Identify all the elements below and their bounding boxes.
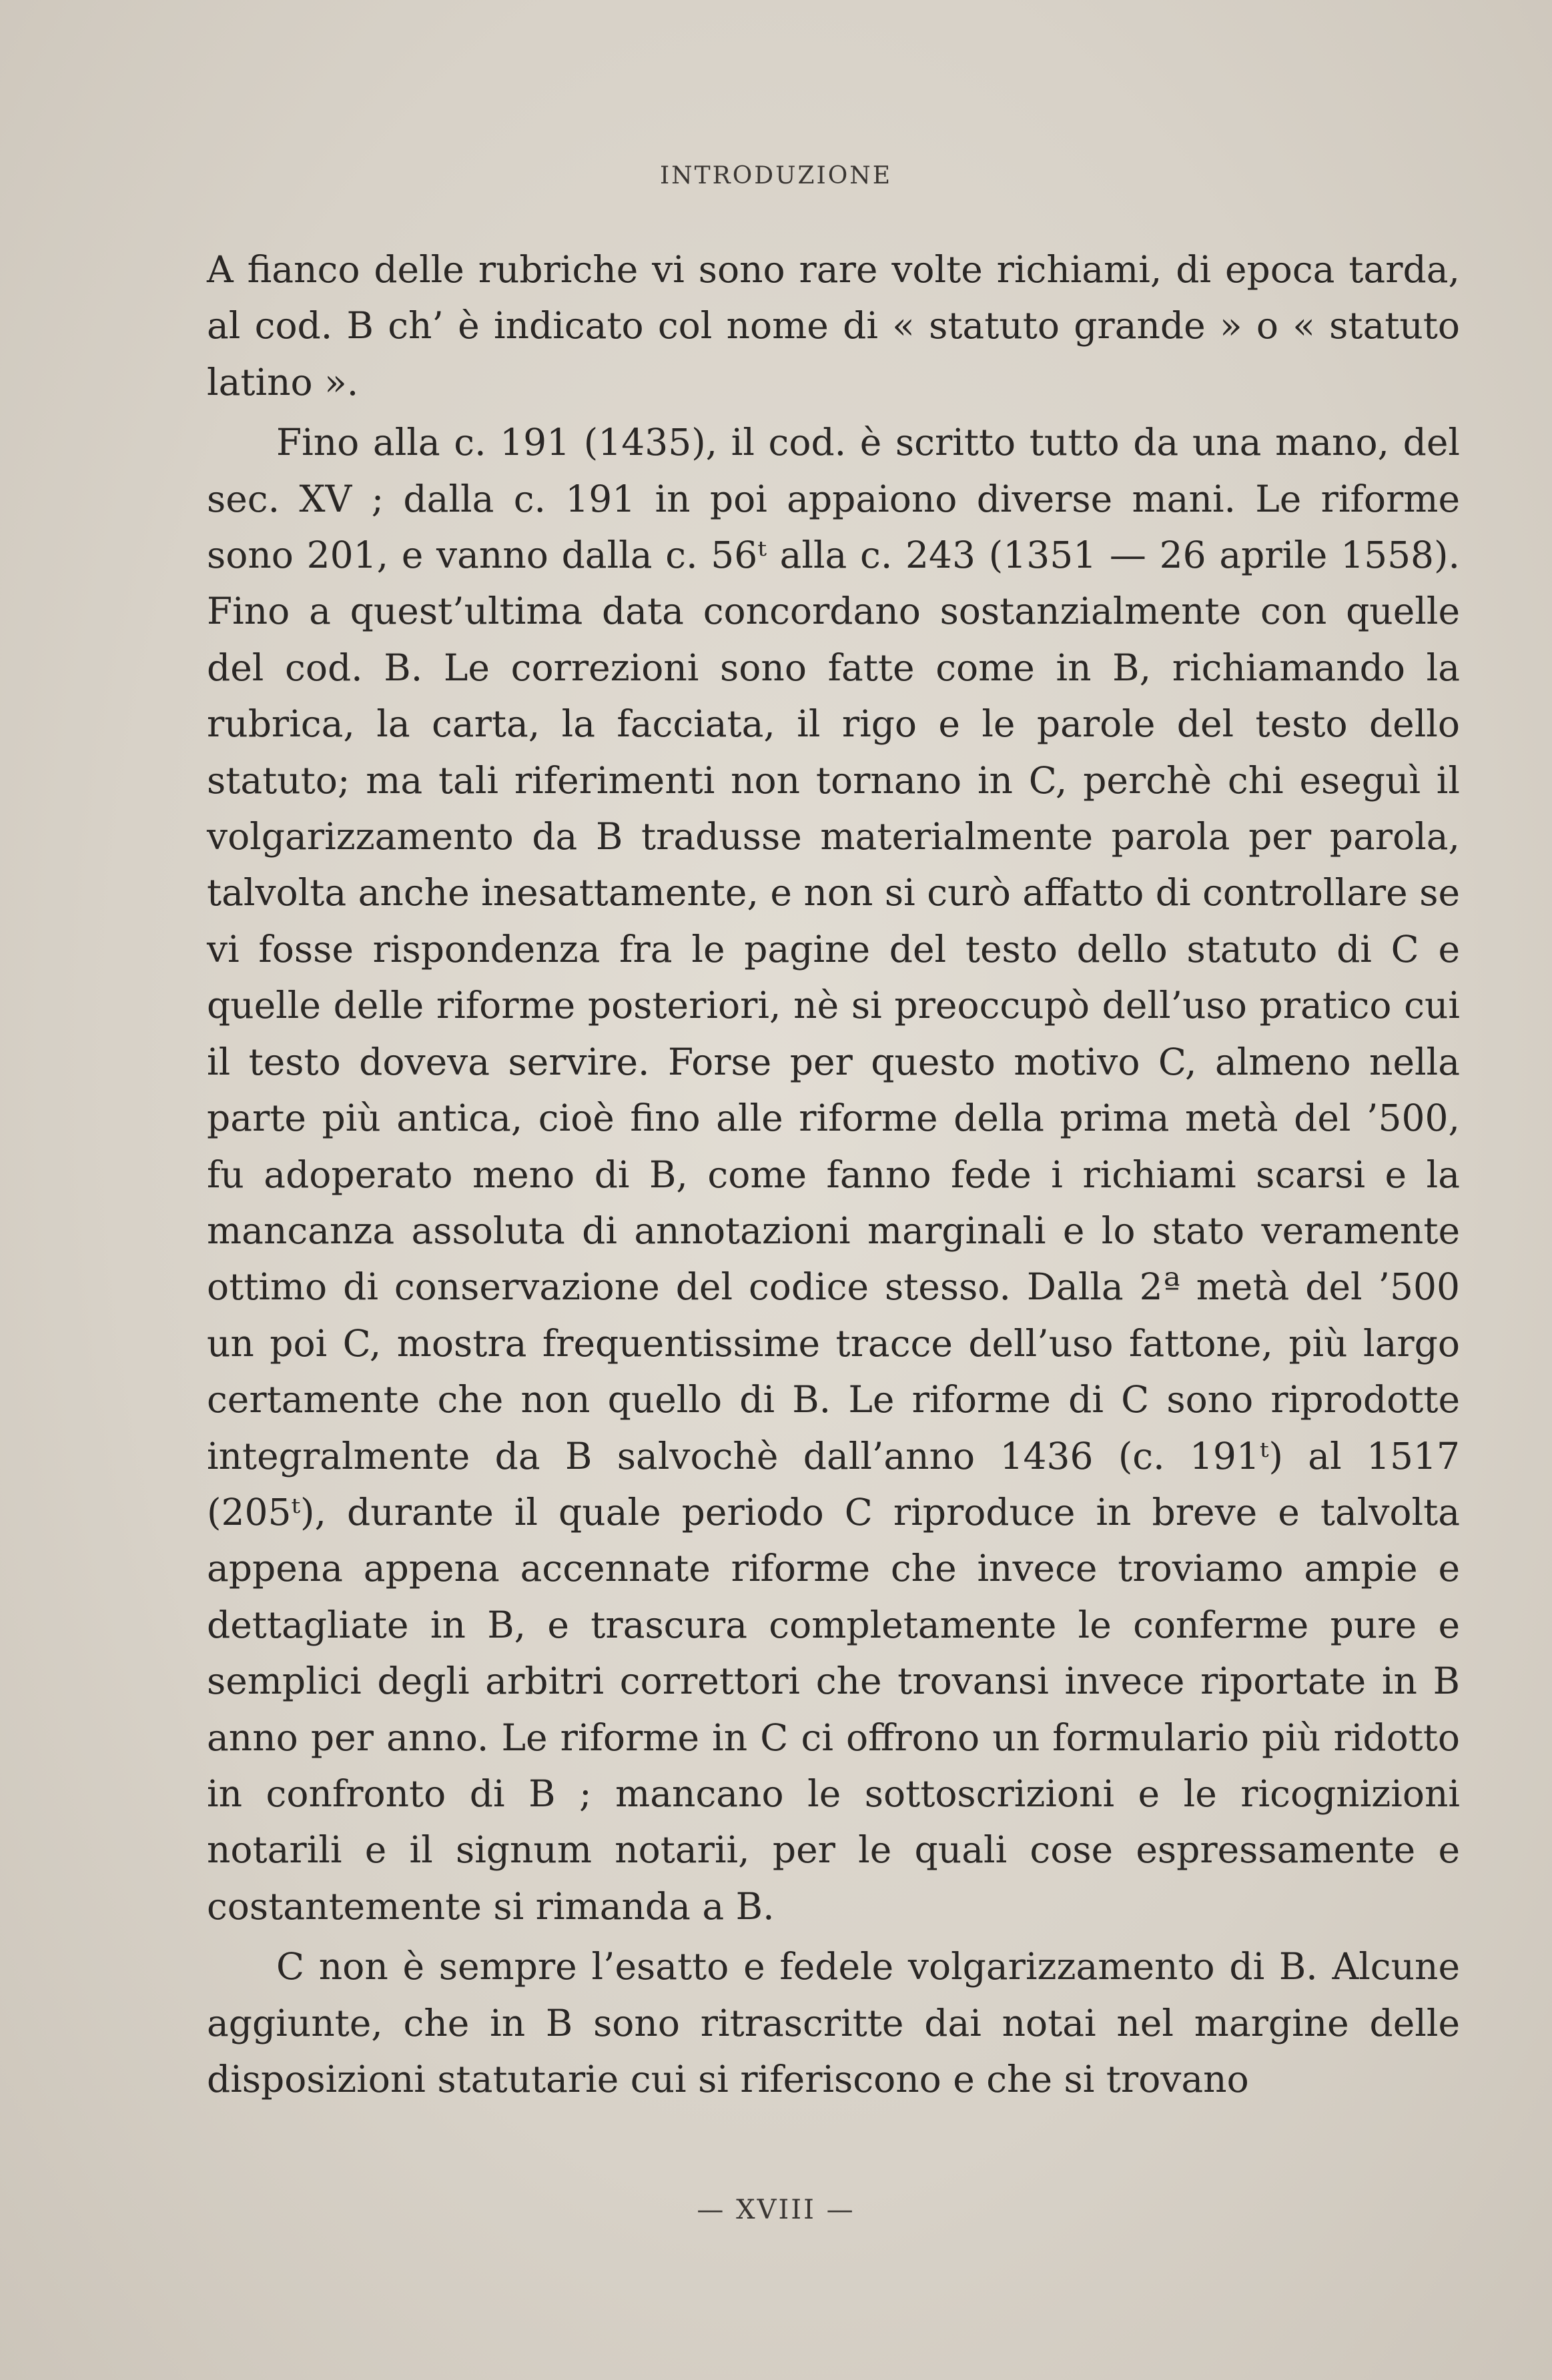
paragraph-3: C non è sempre l’esatto e fedele volgarizzamento di B. Alcune aggiunte, che in B sono ritrascritte dai notai nel margine delle disposizioni statutarie cui si riferiscono e che si trovano	[207, 1945, 1460, 2101]
paragraph-1: A fianco delle rubriche vi sono rare volte richiami, di epoca tarda, al cod. B ch’ è indicato col nome di « statuto grande » o « statuto latino ».	[207, 248, 1460, 404]
running-head: INTRODUZIONE	[659, 162, 893, 189]
page-number: — XVIII —	[697, 2195, 855, 2225]
paragraph-2: Fino alla c. 191 (1435), il cod. è scritto tutto da una mano, del sec. XV ; dalla c. 191 in poi appaiono diverse mani. Le riforme sono 201, e vanno dalla c. 56ᵗ alla c. 243 (1351 — 26 aprile 1558). Fino a quest’ultima data concordano sostanzialmente con quelle del cod. B. Le correzioni sono fatte come in B, richiamando la rubrica, la carta, la facciata, il rigo e le parole del testo dello statuto; ma tali riferimenti non tornano in C, perchè chi eseguì il volgarizzamento da B tradusse materialmente parola per parola, talvolta anche inesattamente, e non si curò affatto di controllare se vi fosse rispondenza fra le pagine del testo dello statuto di C e quelle delle riforme posteriori, nè si preoccupò dell’uso pratico cui il testo doveva servire. Forse per questo motivo C, almeno nella parte più antica, cioè fino alle riforme della prima metà del ’500, fu adoperato meno di B, come fanno fede i richiami scarsi e la mancanza assoluta di annotazioni marginali e lo stato veramente ottimo di conservazione del codice stesso. Dalla 2ª metà del ’500 un poi C, mostra frequentissime tracce dell’uso fattone, più largo certamente che non quello di B. Le riforme di C sono riprodotte integralmente da B salvochè dall’anno 1436 (c. 191ᵗ) al 1517 (205ᵗ), durante il quale periodo C riproduce in breve e talvolta appena appena accennate riforme che invece troviamo ampie e dettagliate in B, e trascura completamente le conferme pure e semplici degli arbitri correttori che trovansi invece riportate in B anno per anno. Le riforme in C ci offrono un formulario più ridotto in confronto di B ; mancano le sottoscrizioni e le ricognizioni notarili e il signum notarii, per le quali cose espressamente e costantemente si rimanda a B.	[207, 421, 1460, 1928]
body-text	[207, 241, 1460, 2107]
